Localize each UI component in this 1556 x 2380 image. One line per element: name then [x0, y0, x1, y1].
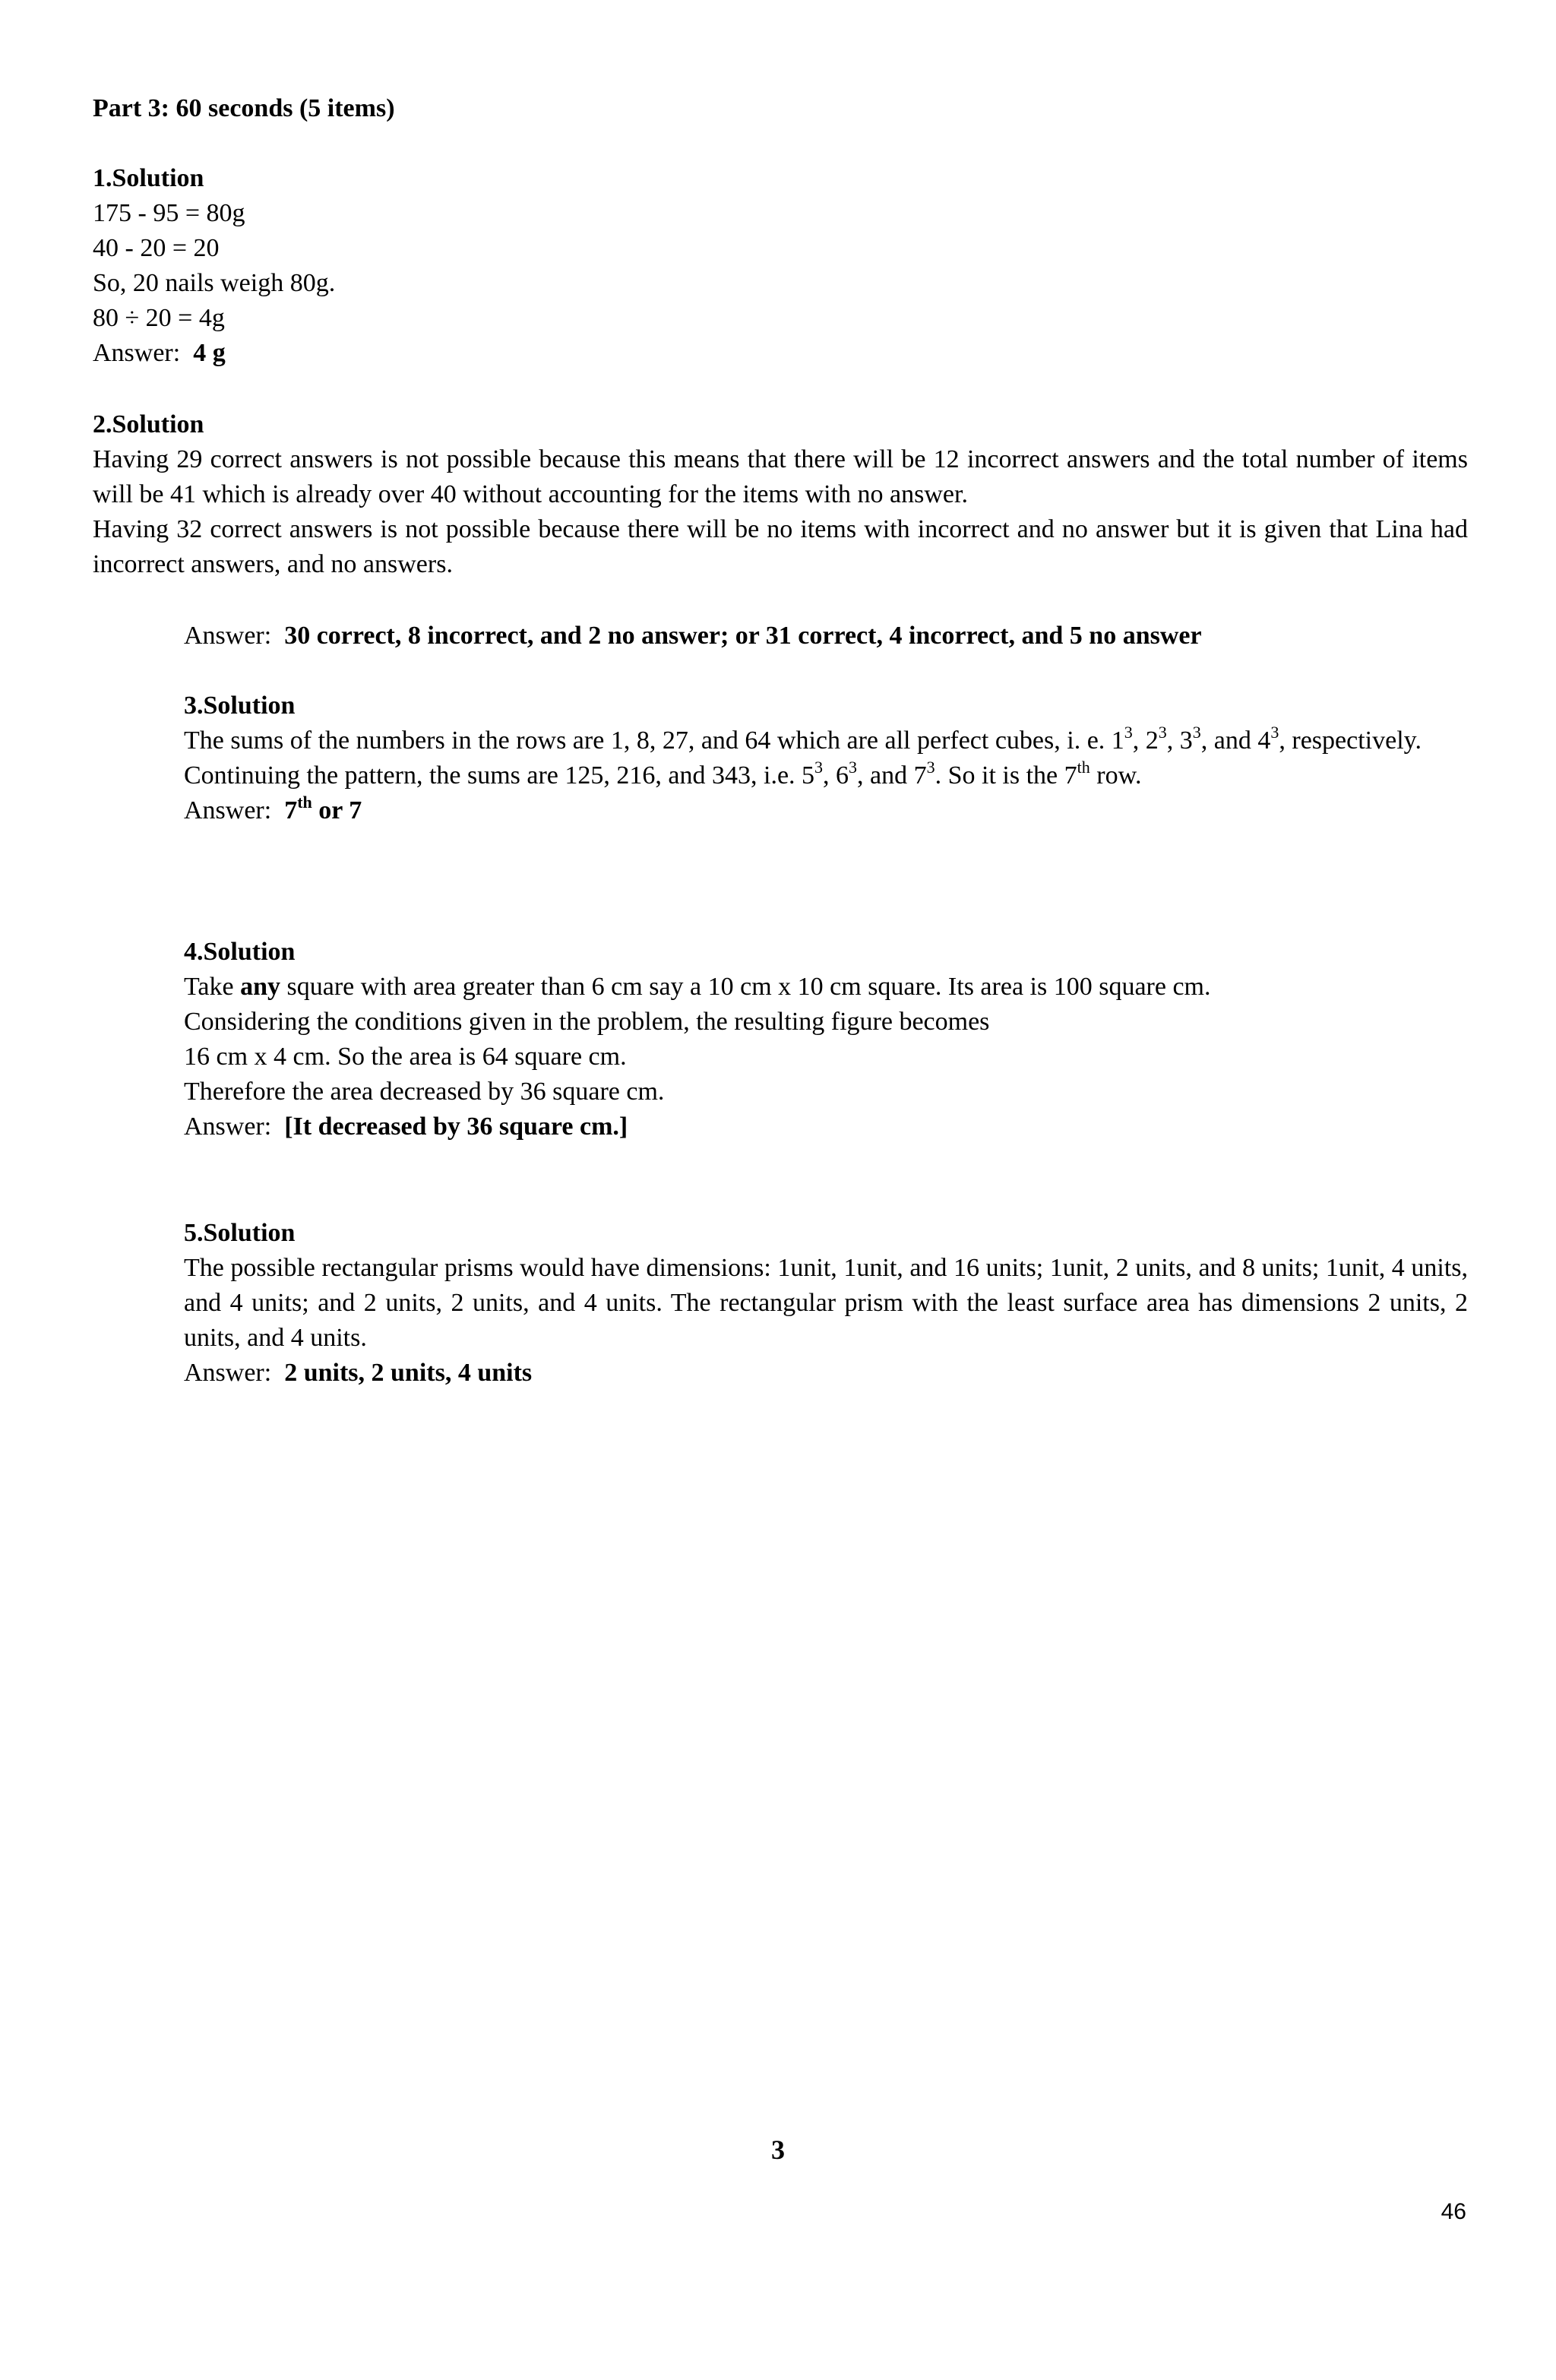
solution-2-paragraph-1: Having 29 correct answers is not possible because this means that there will be 12 incorrect answers and the total number of items will be 41 which is already over 40 without accounting for the items with no answer. — [93, 445, 1468, 508]
answer-value: [It decreased by 36 square cm.] — [284, 1112, 628, 1141]
solution-1-heading: 1.Solution — [93, 164, 204, 192]
solution-3-paragraph-1: The sums of the numbers in the rows are 1, 8, 27, and 64 which are all perfect cubes, i. e. $1^3$, $2^3$, $3^3$, and $4^3$, respectively. — [184, 723, 1422, 755]
solution-1-line: So, 20 nails weigh 80g. — [93, 269, 336, 297]
solution-5-paragraph: The possible rectangular prisms would have dimensions: 1unit, 1unit, and 16 units; 1unit, 2 units, and 8 units; 1unit, 4 units, and 4 units; and 2 units, 2 units, and 4 units. The rectangular prism with the least surface area has dimensions 2 units, 2 units, and 4 units. — [184, 1254, 1468, 1352]
answer-label: Answer: — [184, 796, 272, 824]
solution-3-heading: 3.Solution — [184, 692, 296, 720]
solution-4-answer — [184, 1109, 1468, 1144]
answer-label: Answer: — [93, 339, 181, 367]
answer-label: Answer: — [184, 1359, 272, 1387]
answer-value: 2 units, 2 units, 4 units — [284, 1359, 533, 1387]
answer-value: 30 correct, 8 incorrect, and 2 no answer; or 31 correct, 4 incorrect, and 5 no answer — [284, 622, 1202, 650]
answer-label: Answer: — [184, 1112, 272, 1141]
solution-1-line: 80 ÷ 20 = 4g — [93, 304, 225, 332]
solution-2-paragraph-2: Having 32 correct answers is not possible because there will be no items with incorrect and no answer but it is given that Lina had incorrect answers, and no answers. — [93, 515, 1468, 578]
solution-4-line-2: Considering the conditions given in the problem, the resulting figure becomes — [184, 1008, 990, 1036]
solution-3-answer — [184, 793, 1468, 828]
solution-3-paragraph-2: Continuing the pattern, the sums are 125, 216, and 343, i.e. $5^3$, $6^3$, and $7^3$. So it is the 7th row. — [184, 758, 1142, 790]
solution-5-answer — [184, 1356, 1468, 1391]
solution-4-line-3: 16 cm x 4 cm. So the area is 64 square cm. — [184, 1043, 627, 1071]
solution-4-line-4: Therefore the area decreased by 36 square cm. — [184, 1078, 665, 1106]
part-title: Part 3: 60 seconds (5 items) — [93, 94, 395, 122]
solution-4-line-1: Take any square with area greater than 6 cm say a 10 cm x 10 cm square. Its area is 100 square cm. — [184, 973, 1211, 1001]
part-title-block — [93, 91, 1468, 126]
solution-1 — [93, 161, 1468, 371]
page-number: 3 — [771, 2135, 785, 2165]
answer-label: Answer: — [184, 622, 272, 650]
solution-5 — [184, 1216, 1468, 1391]
solution-2-answer — [184, 619, 1468, 654]
solution-1-answer — [93, 336, 1468, 371]
solution-3 — [184, 688, 1468, 828]
answer-value: 4 g — [193, 339, 226, 367]
solution-1-line: 40 - 20 = 20 — [93, 234, 220, 262]
solution-2-answer-block — [184, 619, 1468, 654]
solution-1-line: 175 - 95 = 80g — [93, 199, 245, 227]
solution-2 — [93, 407, 1468, 582]
solution-2-heading: 2.Solution — [93, 410, 204, 438]
answer-value: 7th or 7 — [284, 793, 362, 824]
corner-page-number: 46 — [1441, 2199, 1466, 2224]
solution-5-heading: 5.Solution — [184, 1219, 296, 1247]
solution-4-heading: 4.Solution — [184, 938, 296, 966]
solution-4 — [184, 935, 1468, 1144]
